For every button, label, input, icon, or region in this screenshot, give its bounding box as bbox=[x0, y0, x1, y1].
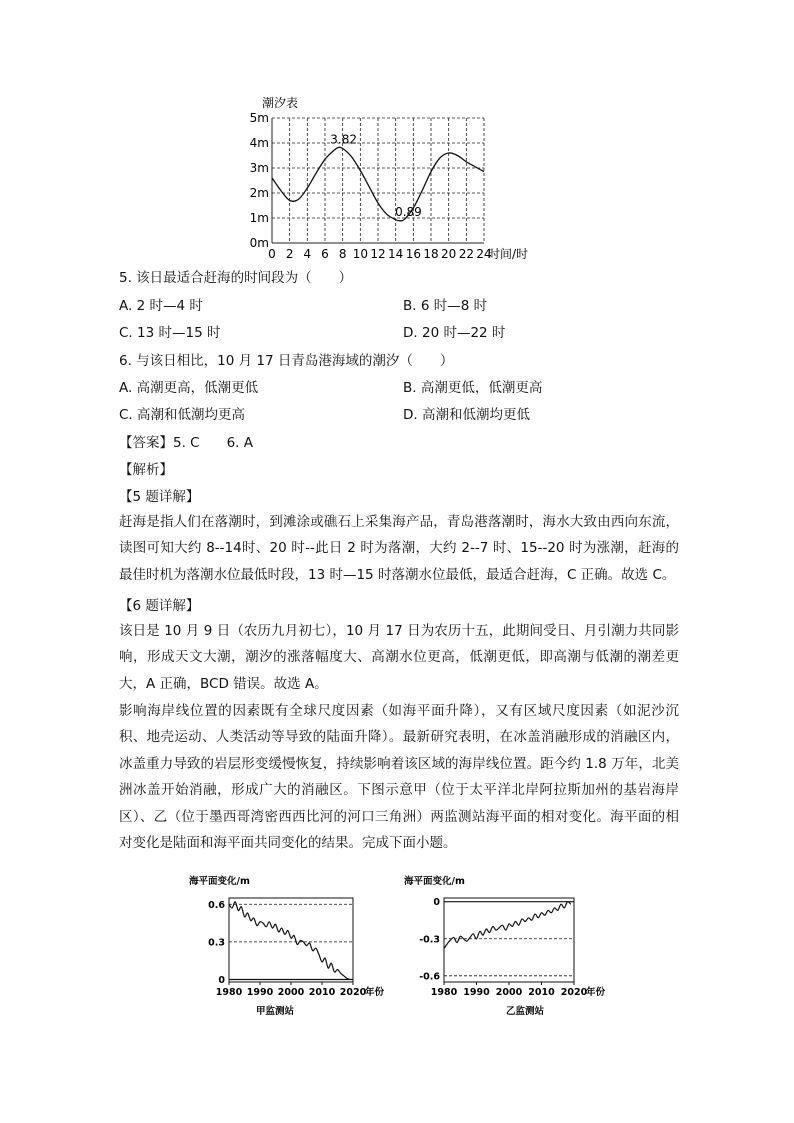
q6-stem: 6. 与该日相比，10 月 17 日青岛港海域的潮汐（ ） bbox=[119, 353, 454, 369]
chart-a-frame bbox=[229, 898, 353, 982]
chart-a-y-tick-label: 0 bbox=[218, 974, 225, 986]
chart-a-y-tick-label: 0.6 bbox=[208, 899, 225, 911]
tide-x-tick-label: 0 bbox=[268, 247, 276, 261]
q5-option-c: C. 13 时—15 时 bbox=[119, 325, 221, 341]
chart-a-y-tick-label: 0.3 bbox=[208, 937, 225, 949]
tide-x-tick-label: 20 bbox=[441, 247, 457, 261]
chart-a-x-tick-label: 2000 bbox=[277, 987, 305, 998]
tide-chart-title: 潮汐表 bbox=[262, 96, 299, 110]
sea-level-chart-a bbox=[185, 868, 385, 1028]
chart-b-x-tick-label: 1990 bbox=[463, 987, 490, 998]
detail5-text: 赶海是指人们在落潮时，到滩涂或礁石上采集海产品，青岛港落潮时，海水大致由西向东流，读图可知大约 8--14时、20 时--此日 2 时为落潮，大约 2--7 时、15--20 时为涨潮，赶海的最佳时机为落潮水位最低时段，13 时—15 时落潮水位最低，最适合赶海，C 正确。故选 C。 bbox=[119, 514, 679, 583]
chart-b-y-tick-label: -0.6 bbox=[419, 971, 440, 983]
tide-x-tick-label: 6 bbox=[321, 247, 329, 261]
q5-option-a: A. 2 时—4 时 bbox=[119, 298, 203, 314]
tide-x-tick-label: 12 bbox=[370, 247, 386, 261]
q6-option-a: A. 高潮更高，低潮更低 bbox=[119, 380, 259, 396]
q5-stem: 5. 该日最适合赶海的时间段为（ ） bbox=[119, 270, 353, 286]
tide-y-tick-label: 5m bbox=[249, 111, 269, 125]
tide-y-tick-label: 2m bbox=[249, 186, 269, 200]
chart-b-title: 海平面变化/m bbox=[404, 876, 465, 887]
chart-a-x-tick-label: 2020 bbox=[339, 987, 367, 998]
sea-level-chart-b bbox=[400, 868, 606, 1028]
tide-x-tick-label: 4 bbox=[303, 247, 312, 261]
chart-b-caption: 乙监测站 bbox=[505, 1006, 545, 1017]
tide-y-tick-label: 0m bbox=[249, 236, 269, 250]
tide-annotation-high: 3.82 bbox=[330, 132, 357, 147]
tide-x-tick-label: 22 bbox=[458, 247, 474, 261]
intro-text: 影响海岸线位置的因素既有全球尺度因素（如海平面升降），又有区域尺度因素（如泥沙沉积、地壳运动、人类活动等导致的陆面升降）。最新研究表明，在冰盖消融形成的消融区内，冰盖重力导致的岩层形变缓慢恢复，持续影响着该区域的海岸线位置。距今约 1.8 万年，北美洲冰盖开始消融，形成广大的消融区。下图示意甲（位于太平洋北岸阿拉斯加州的基岩海岸区）、乙（位于墨西哥湾密西西比河的河口三角洲）两监测站海平面的相对变化。海平面的相对变化是陆面和海平面共同变化的结果。完成下面小题。 bbox=[119, 703, 679, 852]
tide-annotation-low: 0.89 bbox=[395, 204, 422, 219]
chart-a-x-tick-label: 2010 bbox=[308, 987, 336, 998]
tide-chart bbox=[240, 90, 560, 265]
chart-b-x-tick-label: 2020 bbox=[560, 987, 588, 998]
chart-b-y-tick-label: -0.3 bbox=[419, 934, 440, 946]
detail5-label: 【5 题详解】 bbox=[119, 489, 200, 505]
q5-option-b: B. 6 时—8 时 bbox=[403, 298, 488, 314]
chart-a-axes bbox=[208, 898, 366, 998]
tide-y-tick-label: 4m bbox=[249, 136, 269, 150]
chart-b-series-line bbox=[444, 902, 571, 949]
q5-option-d: D. 20 时—22 时 bbox=[403, 325, 506, 341]
chart-a-x-tick-label: 1980 bbox=[215, 987, 243, 998]
analysis-label: 【解析】 bbox=[119, 462, 173, 478]
q6-option-d: D. 高潮和低潮均更低 bbox=[403, 407, 530, 423]
chart-a-x-tick-label: 1990 bbox=[246, 987, 274, 998]
tide-x-tick-label: 2 bbox=[285, 247, 294, 261]
tide-x-ticks bbox=[268, 247, 491, 261]
chart-a-caption: 甲监测站 bbox=[255, 1006, 295, 1017]
tide-x-tick-label: 8 bbox=[338, 247, 347, 261]
q6-option-b: B. 高潮更低，低潮更高 bbox=[403, 380, 543, 396]
tide-y-tick-label: 3m bbox=[249, 161, 269, 175]
tide-x-tick-label: 24 bbox=[476, 247, 492, 261]
chart-b-frame bbox=[444, 898, 574, 982]
detail6-text: 该日是 10 月 9 日（农历九月初七），10 月 17 日为农历十五，此期间受日、月引潮力共同影响，形成天文大潮，潮汐的涨落幅度大、高潮水位更高，低潮更低，即高潮与低潮的潮差更大，A 正确，BCD 错误。故选 A。 bbox=[119, 623, 679, 692]
tide-x-tick-label: 18 bbox=[423, 247, 439, 261]
tide-x-tick-label: 10 bbox=[352, 247, 368, 261]
tide-grid bbox=[272, 118, 484, 243]
q6-option-c: C. 高潮和低潮均更高 bbox=[119, 407, 246, 423]
tide-x-axis-label: 时间/时 bbox=[488, 247, 529, 261]
detail6-label: 【6 题详解】 bbox=[119, 598, 200, 614]
tide-x-tick-label: 16 bbox=[405, 247, 421, 261]
tide-y-tick-label: 1m bbox=[249, 211, 269, 225]
chart-a-series-line bbox=[229, 902, 350, 980]
tide-x-tick-label: 14 bbox=[388, 247, 404, 261]
chart-b-x-tick-label: 1980 bbox=[430, 987, 458, 998]
chart-b-y-tick-label: 0 bbox=[433, 897, 440, 909]
tide-y-ticks bbox=[250, 111, 269, 250]
chart-a-title: 海平面变化/m bbox=[189, 876, 250, 887]
chart-b-x-tick-label: 2000 bbox=[495, 987, 523, 998]
answer-line: 【答案】5. C 6. A bbox=[119, 435, 254, 451]
chart-b-x-axis-label: 年份 bbox=[586, 987, 606, 998]
chart-b-x-tick-label: 2010 bbox=[528, 987, 555, 998]
chart-a-x-axis-label: 年份 bbox=[365, 987, 385, 998]
